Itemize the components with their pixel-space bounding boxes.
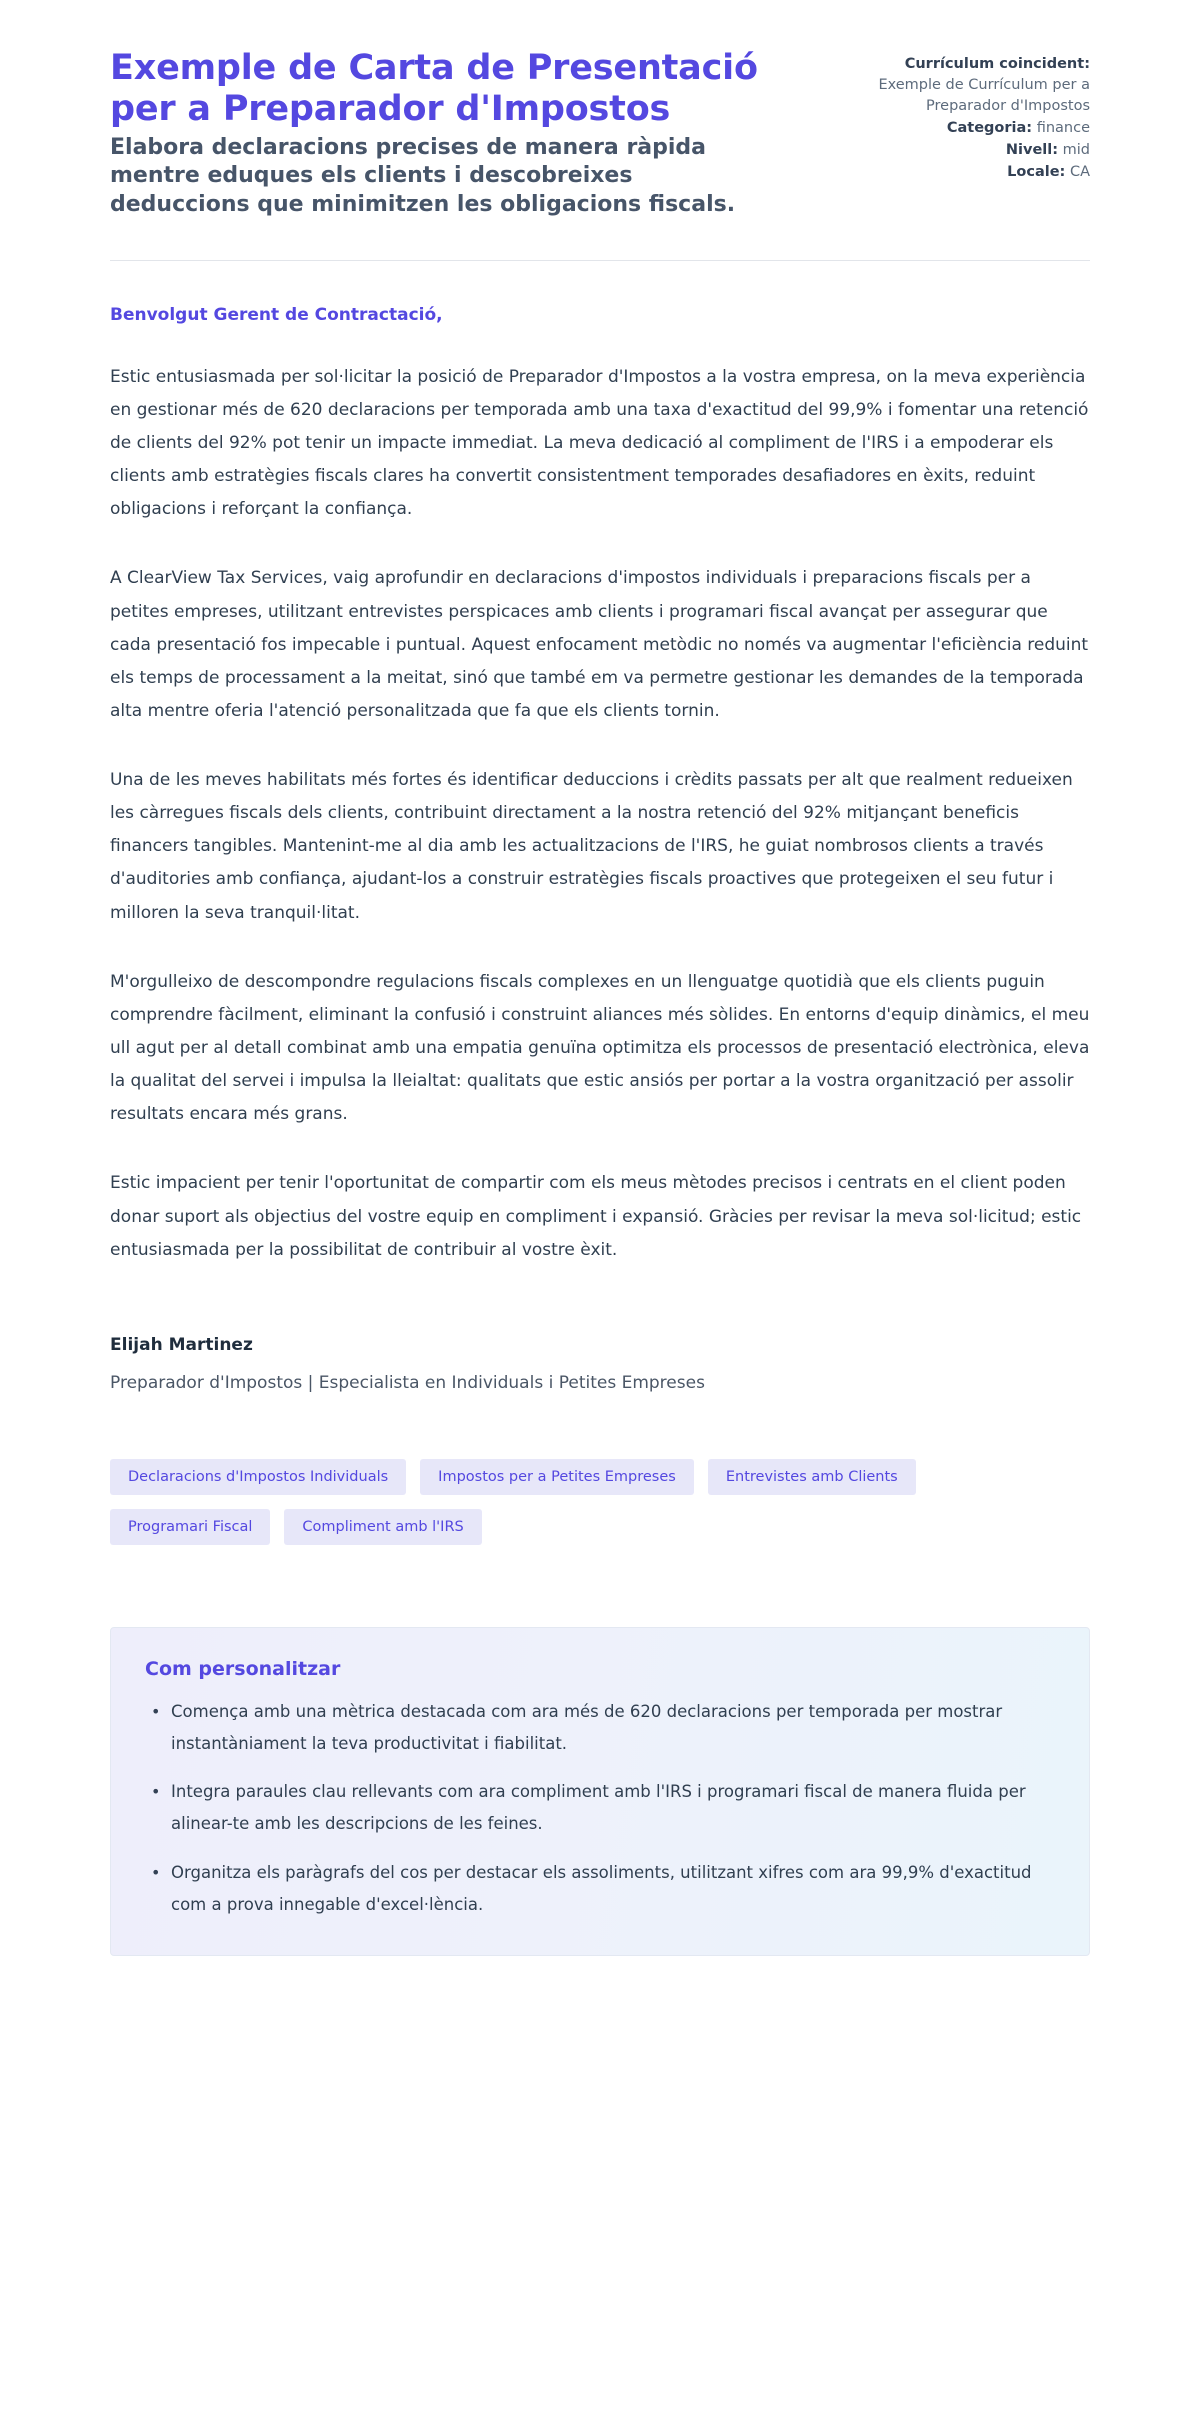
header-text-group	[110, 48, 775, 220]
tag-chip[interactable]: Impostos per a Petites Empreses	[420, 1459, 694, 1495]
meta-matching-resume-value: Exemple de Currículum per a Preparador d'Impostos	[878, 77, 1090, 115]
callout-tip-list	[145, 1696, 1055, 1921]
meta-level	[815, 140, 1090, 161]
callout-tip-item: • Integra paraules clau rellevants com ara compliment amb l'IRS i programari fiscal de manera fluida per alinear-te amb les descripcions de les feines.	[167, 1776, 1055, 1840]
meta-matching-resume	[815, 54, 1090, 117]
letter-salutation: Benvolgut Gerent de Contractació,	[110, 304, 443, 325]
meta-category-label: Categoria:	[946, 120, 1033, 137]
signature-name: Elijah Martinez	[110, 1334, 253, 1355]
header-divider	[110, 260, 1090, 261]
tag-list	[110, 1459, 1030, 1545]
meta-level-label: Nivell:	[1005, 142, 1059, 159]
how-to-customize-callout	[110, 1627, 1090, 1956]
page-subtitle: Elabora declaracions precises de manera ràpida mentre eduques els clients i descobreixes deduccions que minimitzen les obligacions fiscals.	[110, 134, 736, 218]
letter-paragraph: Estic impacient per tenir l'oportunitat de compartir com els meus mètodes precisos i centrats en el client poden donar suport als objectius del vostre equip en compliment i expansió. Gràcies per revisar la meva sol·licitud; estic entusiasmada per la possibilitat de contribuir al vostre èxit.	[110, 1173, 1082, 1260]
page-title: Exemple de Carta de Presentació per a Preparador d'Impostos	[110, 48, 758, 129]
tag-chip[interactable]: Declaracions d'Impostos Individuals	[110, 1459, 406, 1495]
tag-chip[interactable]: Entrevistes amb Clients	[708, 1459, 916, 1495]
tag-chip[interactable]: Compliment amb l'IRS	[284, 1509, 481, 1545]
page-header	[110, 48, 1090, 220]
letter-paragraph: A ClearView Tax Services, vaig aprofundir en declaracions d'impostos individuals i preparacions fiscals per a petites empreses, utilitzant entrevistes perspicaces amb clients i programari fiscal avançat per assegurar que cada presentació fos impecable i puntual. Aquest enfocament metòdic no només va augmentar l'eficiència reduint els temps de processament a la meitat, sinó que també em va permetre gestionar les demandes de la temporada alta mentre oferia l'atenció personalitzada que fa que els clients tornin.	[110, 568, 1089, 721]
callout-title: Com personalitzar	[145, 1657, 341, 1680]
meta-category	[815, 118, 1090, 139]
meta-level-value: mid	[1062, 142, 1090, 159]
letter-paragraph: Una de les meves habilitats més fortes és identificar deduccions i crèdits passats per alt que realment redueixen les càrregues fiscals dels clients, contribuint directament a la nostra retenció del 92% mitjançant beneficis financers tangibles. Mantenint-me al dia amb les actualitzacions de l'IRS, he guiat nombrosos clients a través d'auditories amb confiança, ajudant-los a construir estratègies fiscals proactives que protegeixen el seu futur i milloren la seva tranquil·litat.	[110, 770, 1073, 923]
callout-tip-item: • Organitza els paràgrafs del cos per destacar els assoliments, utilitzant xifres com ara 99,9% d'exactitud com a prova innegable d'excel·lència.	[167, 1857, 1055, 1921]
meta-matching-resume-label: Currículum coincident:	[904, 56, 1090, 72]
signature-role: Preparador d'Impostos | Especialista en Individuals i Petites Empreses	[110, 1372, 705, 1393]
tag-chip[interactable]: Programari Fiscal	[110, 1509, 270, 1545]
meta-locale	[815, 162, 1090, 183]
letter-paragraph: M'orgulleixo de descompondre regulacions fiscals complexes en un llenguatge quotidià que els clients puguin comprendre fàcilment, eliminant la confusió i construint aliances més sòlides. En entorns d'equip dinàmics, el meu ull agut per al detall combinat amb una empatia genuïna optimitza els processos de presentació electrònica, eleva la qualitat del servei i impulsa la lleialtat: qualitats que estic ansiós per portar a la vostra organització per assolir resultats encara més grans.	[110, 971, 1090, 1125]
signature-block	[110, 1335, 1090, 1393]
letter-body	[110, 305, 1090, 1267]
letter-paragraph: Estic entusiasmada per sol·licitar la posició de Preparador d'Impostos a la vostra empresa, on la meva experiència en gestionar més de 620 declaracions per temporada amb una taxa d'exactitud del 99,9% i fomentar una retenció de clients del 92% pot tenir un impacte immediat. La meva dedicació al compliment de l'IRS i a empoderar els clients amb estratègies fiscals clares ha convertit consistentment temporades desafiadores en èxits, reduint obligacions i reforçant la confiança.	[110, 366, 1089, 520]
callout-tip-item: • Comença amb una mètrica destacada com ara més de 620 declaracions per temporada per mostrar instantàniament la teva productivitat i fiabilitat.	[167, 1696, 1055, 1760]
meta-locale-label: Locale:	[1007, 164, 1066, 181]
document-metadata	[815, 48, 1090, 184]
meta-locale-value: CA	[1069, 164, 1090, 181]
meta-category-value: finance	[1036, 120, 1090, 137]
